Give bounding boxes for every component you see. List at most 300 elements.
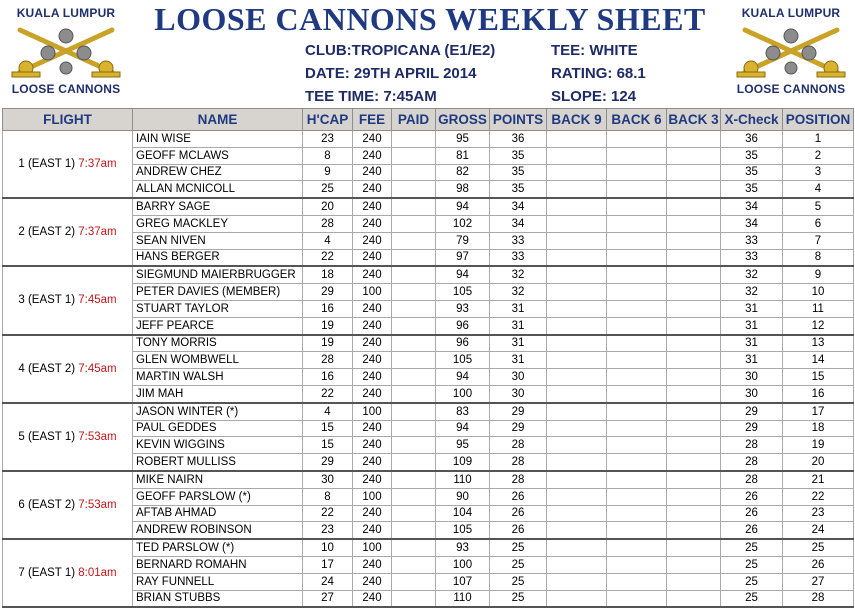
cell-fee: 240 — [353, 147, 392, 164]
cell-xcheck: 36 — [721, 131, 783, 148]
cell-back3 — [667, 385, 721, 402]
table-row — [3, 539, 854, 556]
cell-back9 — [547, 352, 607, 369]
cell-position: 24 — [783, 522, 854, 539]
cell-gross: 105 — [436, 352, 490, 369]
cell-paid — [392, 590, 436, 607]
logo-bottom-text: LOOSE CANNONS — [736, 82, 846, 96]
cell-gross: 95 — [436, 437, 490, 454]
player-name: KEVIN WIGGINS — [133, 437, 303, 454]
cell-back6 — [607, 215, 667, 232]
player-name: GEOFF PARSLOW (*) — [133, 488, 303, 505]
cell-back6 — [607, 556, 667, 573]
flight-time: 7:37am — [78, 158, 117, 171]
cell-hcap: 16 — [303, 369, 353, 386]
cell-paid — [392, 249, 436, 266]
cell-xcheck: 26 — [721, 505, 783, 522]
cell-position: 21 — [783, 471, 854, 488]
player-name: BARRY SAGE — [133, 198, 303, 215]
cell-back9 — [547, 385, 607, 402]
player-name: BRIAN STUBBS — [133, 590, 303, 607]
crossed-cannons-icon — [6, 22, 126, 80]
cell-back3 — [667, 352, 721, 369]
cell-back6 — [607, 488, 667, 505]
cell-back9 — [547, 454, 607, 471]
cell-gross: 83 — [436, 403, 490, 420]
cell-xcheck: 28 — [721, 437, 783, 454]
cell-back6 — [607, 147, 667, 164]
player-name: HANS BERGER — [133, 249, 303, 266]
cell-position: 10 — [783, 284, 854, 301]
cell-xcheck: 35 — [721, 147, 783, 164]
cell-back6 — [607, 420, 667, 437]
cell-fee: 240 — [353, 232, 392, 249]
cell-hcap: 18 — [303, 266, 353, 283]
cell-fee: 240 — [353, 420, 392, 437]
cell-position: 4 — [783, 181, 854, 198]
cell-paid — [392, 352, 436, 369]
cell-back6 — [607, 505, 667, 522]
cell-position: 28 — [783, 590, 854, 607]
cell-xcheck: 25 — [721, 556, 783, 573]
column-header-back3: BACK 3 — [667, 109, 721, 131]
cell-points: 29 — [490, 403, 547, 420]
cell-paid — [392, 232, 436, 249]
cell-paid — [392, 420, 436, 437]
cell-points: 31 — [490, 300, 547, 317]
cell-fee: 240 — [353, 266, 392, 283]
cell-xcheck: 35 — [721, 164, 783, 181]
cell-hcap: 23 — [303, 522, 353, 539]
cell-position: 5 — [783, 198, 854, 215]
cell-xcheck: 25 — [721, 539, 783, 556]
cell-position: 15 — [783, 369, 854, 386]
column-header-back9: BACK 9 — [547, 109, 607, 131]
cell-paid — [392, 539, 436, 556]
cell-points: 34 — [490, 198, 547, 215]
cell-position: 26 — [783, 556, 854, 573]
flight-cell — [3, 131, 133, 199]
sheet-header — [0, 0, 855, 108]
cell-fee: 240 — [353, 454, 392, 471]
cell-position: 8 — [783, 249, 854, 266]
cell-fee: 240 — [353, 198, 392, 215]
flight-time: 7:53am — [78, 499, 117, 512]
player-name: PAUL GEDDES — [133, 420, 303, 437]
flight-label: 5 (EAST 1) — [18, 430, 76, 443]
cell-fee: 240 — [353, 249, 392, 266]
cell-position: 27 — [783, 573, 854, 590]
cell-xcheck: 26 — [721, 488, 783, 505]
cell-hcap: 19 — [303, 317, 353, 334]
cell-hcap: 10 — [303, 539, 353, 556]
slope-label: SLOPE: — [551, 88, 607, 105]
cell-back3 — [667, 131, 721, 148]
cell-points: 31 — [490, 317, 547, 334]
flight-cell — [3, 266, 133, 334]
rating-info — [551, 65, 646, 82]
cell-gross: 82 — [436, 164, 490, 181]
cell-back3 — [667, 539, 721, 556]
cell-xcheck: 32 — [721, 284, 783, 301]
cell-paid — [392, 284, 436, 301]
cell-gross: 93 — [436, 300, 490, 317]
cell-back6 — [607, 249, 667, 266]
player-name: RAY FUNNELL — [133, 573, 303, 590]
cell-points: 32 — [490, 284, 547, 301]
player-name: MARTIN WALSH — [133, 369, 303, 386]
cell-gross: 98 — [436, 181, 490, 198]
cell-points: 34 — [490, 215, 547, 232]
cell-paid — [392, 335, 436, 352]
cell-gross: 105 — [436, 522, 490, 539]
cell-paid — [392, 164, 436, 181]
cell-hcap: 4 — [303, 232, 353, 249]
cell-gross: 94 — [436, 369, 490, 386]
cell-back9 — [547, 147, 607, 164]
cell-paid — [392, 300, 436, 317]
tee-label: TEE: — [551, 42, 586, 59]
cell-hcap: 24 — [303, 573, 353, 590]
column-header-gross: GROSS — [436, 109, 490, 131]
cell-points: 26 — [490, 488, 547, 505]
cell-back9 — [547, 590, 607, 607]
tee-info — [551, 42, 638, 59]
flight-time: 7:53am — [78, 430, 117, 443]
cell-points: 25 — [490, 556, 547, 573]
cell-back6 — [607, 335, 667, 352]
cell-gross: 100 — [436, 385, 490, 402]
player-name: PETER DAVIES (MEMBER) — [133, 284, 303, 301]
cell-back6 — [607, 522, 667, 539]
player-name: STUART TAYLOR — [133, 300, 303, 317]
cell-paid — [392, 385, 436, 402]
column-header-position: POSITION — [783, 109, 854, 131]
cell-back6 — [607, 232, 667, 249]
cell-back9 — [547, 300, 607, 317]
cell-points: 26 — [490, 505, 547, 522]
cell-fee: 240 — [353, 131, 392, 148]
column-header-fee: FEE — [353, 109, 392, 131]
cell-fee: 240 — [353, 556, 392, 573]
cell-hcap: 8 — [303, 147, 353, 164]
cell-hcap: 19 — [303, 335, 353, 352]
cell-position: 14 — [783, 352, 854, 369]
cell-back6 — [607, 539, 667, 556]
cell-xcheck: 31 — [721, 317, 783, 334]
cell-back9 — [547, 369, 607, 386]
table-row — [3, 131, 854, 148]
rating-value: 68.1 — [616, 65, 646, 82]
cell-back9 — [547, 437, 607, 454]
cell-back6 — [607, 131, 667, 148]
cell-back9 — [547, 181, 607, 198]
crossed-cannons-icon — [731, 22, 851, 80]
cell-fee: 240 — [353, 385, 392, 402]
cell-points: 29 — [490, 420, 547, 437]
cell-paid — [392, 131, 436, 148]
cell-gross: 110 — [436, 590, 490, 607]
cell-hcap: 28 — [303, 352, 353, 369]
player-name: GREG MACKLEY — [133, 215, 303, 232]
cell-xcheck: 25 — [721, 573, 783, 590]
column-header-hcap: H'CAP — [303, 109, 353, 131]
cell-fee: 100 — [353, 488, 392, 505]
cell-points: 33 — [490, 232, 547, 249]
cell-position: 16 — [783, 385, 854, 402]
cell-paid — [392, 215, 436, 232]
cell-hcap: 8 — [303, 488, 353, 505]
cell-fee: 240 — [353, 522, 392, 539]
cell-back9 — [547, 164, 607, 181]
cell-back6 — [607, 590, 667, 607]
cell-position: 18 — [783, 420, 854, 437]
cell-xcheck: 31 — [721, 300, 783, 317]
cell-back9 — [547, 317, 607, 334]
cell-back3 — [667, 403, 721, 420]
cell-back9 — [547, 556, 607, 573]
cell-xcheck: 30 — [721, 369, 783, 386]
logo-top-text: KUALA LUMPUR — [741, 6, 841, 20]
cell-back3 — [667, 317, 721, 334]
cell-gross: 107 — [436, 573, 490, 590]
cell-paid — [392, 147, 436, 164]
cell-xcheck: 28 — [721, 454, 783, 471]
cell-paid — [392, 488, 436, 505]
cell-hcap: 22 — [303, 385, 353, 402]
cell-gross: 104 — [436, 505, 490, 522]
cell-xcheck: 34 — [721, 215, 783, 232]
cell-xcheck: 30 — [721, 385, 783, 402]
cell-position: 1 — [783, 131, 854, 148]
cell-gross: 97 — [436, 249, 490, 266]
player-name: BERNARD ROMAHN — [133, 556, 303, 573]
cell-fee: 240 — [353, 181, 392, 198]
cell-back3 — [667, 505, 721, 522]
column-header-name: NAME — [133, 109, 303, 131]
cell-hcap: 25 — [303, 181, 353, 198]
cell-points: 26 — [490, 522, 547, 539]
cell-paid — [392, 573, 436, 590]
cell-xcheck: 29 — [721, 403, 783, 420]
cell-fee: 240 — [353, 300, 392, 317]
table-row — [3, 198, 854, 215]
flight-cell — [3, 403, 133, 471]
cell-hcap: 27 — [303, 590, 353, 607]
cell-back3 — [667, 437, 721, 454]
cell-fee: 240 — [353, 573, 392, 590]
cell-back9 — [547, 403, 607, 420]
player-name: GEOFF MCLAWS — [133, 147, 303, 164]
flight-label: 1 (EAST 1) — [18, 158, 76, 171]
cell-xcheck: 31 — [721, 335, 783, 352]
player-name: ANDREW CHEZ — [133, 164, 303, 181]
club-value: TROPICANA (E1/E2) — [351, 42, 496, 59]
tee-value: WHITE — [589, 42, 638, 59]
cell-hcap: 15 — [303, 420, 353, 437]
tee-time-label: TEE TIME: — [305, 88, 380, 105]
cell-points: 30 — [490, 385, 547, 402]
cell-back6 — [607, 471, 667, 488]
table-row — [3, 266, 854, 283]
cell-fee: 100 — [353, 539, 392, 556]
flight-cell — [3, 198, 133, 266]
column-header-points: POINTS — [490, 109, 547, 131]
cell-hcap: 20 — [303, 198, 353, 215]
cell-fee: 240 — [353, 164, 392, 181]
club-label: CLUB: — [305, 42, 352, 59]
cell-back9 — [547, 522, 607, 539]
cell-gross: 96 — [436, 335, 490, 352]
cell-fee: 100 — [353, 284, 392, 301]
flight-label: 6 (EAST 2) — [18, 499, 76, 512]
cell-back3 — [667, 284, 721, 301]
cell-hcap: 29 — [303, 454, 353, 471]
cell-xcheck: 25 — [721, 590, 783, 607]
cell-position: 11 — [783, 300, 854, 317]
cell-back3 — [667, 335, 721, 352]
tee-time-info — [305, 88, 437, 105]
cell-back6 — [607, 164, 667, 181]
cell-paid — [392, 505, 436, 522]
cell-back9 — [547, 232, 607, 249]
player-name: GLEN WOMBWELL — [133, 352, 303, 369]
flight-label: 2 (EAST 2) — [18, 226, 76, 239]
cell-hcap: 4 — [303, 403, 353, 420]
table-row — [3, 471, 854, 488]
cell-back6 — [607, 266, 667, 283]
cell-gross: 110 — [436, 471, 490, 488]
cell-paid — [392, 454, 436, 471]
cell-gross: 94 — [436, 198, 490, 215]
player-name: JIM MAH — [133, 385, 303, 402]
cell-back6 — [607, 284, 667, 301]
cell-back9 — [547, 131, 607, 148]
cell-xcheck: 35 — [721, 181, 783, 198]
cell-points: 25 — [490, 539, 547, 556]
cell-gross: 94 — [436, 420, 490, 437]
flight-cell — [3, 539, 133, 607]
cell-back3 — [667, 454, 721, 471]
cell-points: 30 — [490, 369, 547, 386]
column-header-back6: BACK 6 — [607, 109, 667, 131]
cell-back3 — [667, 420, 721, 437]
date-value: 29TH APRIL 2014 — [353, 65, 477, 82]
slope-info — [551, 88, 636, 105]
cell-back3 — [667, 556, 721, 573]
flight-label: 4 (EAST 2) — [18, 362, 76, 375]
cell-hcap: 15 — [303, 437, 353, 454]
player-name: ANDREW ROBINSON — [133, 522, 303, 539]
cell-back3 — [667, 266, 721, 283]
cell-position: 9 — [783, 266, 854, 283]
cell-back6 — [607, 403, 667, 420]
cell-hcap: 22 — [303, 505, 353, 522]
cell-back9 — [547, 488, 607, 505]
table-row — [3, 335, 854, 352]
flight-time: 7:45am — [78, 294, 117, 307]
cell-back9 — [547, 198, 607, 215]
cell-position: 22 — [783, 488, 854, 505]
cell-back3 — [667, 198, 721, 215]
cell-back9 — [547, 420, 607, 437]
cell-hcap: 28 — [303, 215, 353, 232]
cell-points: 28 — [490, 454, 547, 471]
cell-back6 — [607, 198, 667, 215]
slope-value: 124 — [611, 88, 637, 105]
cell-back3 — [667, 573, 721, 590]
cell-fee: 240 — [353, 352, 392, 369]
cell-fee: 240 — [353, 471, 392, 488]
flight-cell — [3, 335, 133, 403]
cell-points: 35 — [490, 147, 547, 164]
cell-hcap: 29 — [303, 284, 353, 301]
cell-back3 — [667, 369, 721, 386]
cell-fee: 240 — [353, 590, 392, 607]
cell-points: 31 — [490, 352, 547, 369]
flight-label: 3 (EAST 1) — [18, 294, 76, 307]
cell-xcheck: 28 — [721, 471, 783, 488]
cell-back3 — [667, 471, 721, 488]
cell-back9 — [547, 573, 607, 590]
tee-time-value: 7:45AM — [383, 88, 437, 105]
club-logo-right — [731, 6, 851, 96]
cell-points: 25 — [490, 573, 547, 590]
cell-back6 — [607, 300, 667, 317]
scores-table — [2, 108, 854, 608]
date-label: DATE: — [305, 65, 350, 82]
cell-back6 — [607, 181, 667, 198]
cell-paid — [392, 556, 436, 573]
cell-paid — [392, 471, 436, 488]
cell-position: 3 — [783, 164, 854, 181]
cell-points: 33 — [490, 249, 547, 266]
cell-gross: 96 — [436, 317, 490, 334]
cell-back9 — [547, 335, 607, 352]
cell-hcap: 16 — [303, 300, 353, 317]
player-name: ROBERT MULLISS — [133, 454, 303, 471]
player-name: TED PARSLOW (*) — [133, 539, 303, 556]
cell-points: 28 — [490, 437, 547, 454]
player-name: IAIN WISE — [133, 131, 303, 148]
cell-hcap: 9 — [303, 164, 353, 181]
cell-back3 — [667, 488, 721, 505]
cell-gross: 81 — [436, 147, 490, 164]
cell-back6 — [607, 437, 667, 454]
cell-back3 — [667, 522, 721, 539]
flight-cell — [3, 471, 133, 539]
player-name: JEFF PEARCE — [133, 317, 303, 334]
cell-xcheck: 26 — [721, 522, 783, 539]
cell-position: 6 — [783, 215, 854, 232]
cell-fee: 240 — [353, 215, 392, 232]
cell-paid — [392, 369, 436, 386]
cell-gross: 95 — [436, 131, 490, 148]
cell-gross: 109 — [436, 454, 490, 471]
column-header-flight: FLIGHT — [3, 109, 133, 131]
cell-position: 20 — [783, 454, 854, 471]
cell-xcheck: 34 — [721, 198, 783, 215]
cell-back6 — [607, 317, 667, 334]
cell-points: 35 — [490, 181, 547, 198]
cell-position: 23 — [783, 505, 854, 522]
flight-label: 7 (EAST 1) — [18, 567, 76, 580]
cell-position: 25 — [783, 539, 854, 556]
cell-hcap: 30 — [303, 471, 353, 488]
cell-back3 — [667, 181, 721, 198]
cell-back6 — [607, 573, 667, 590]
cell-back3 — [667, 590, 721, 607]
